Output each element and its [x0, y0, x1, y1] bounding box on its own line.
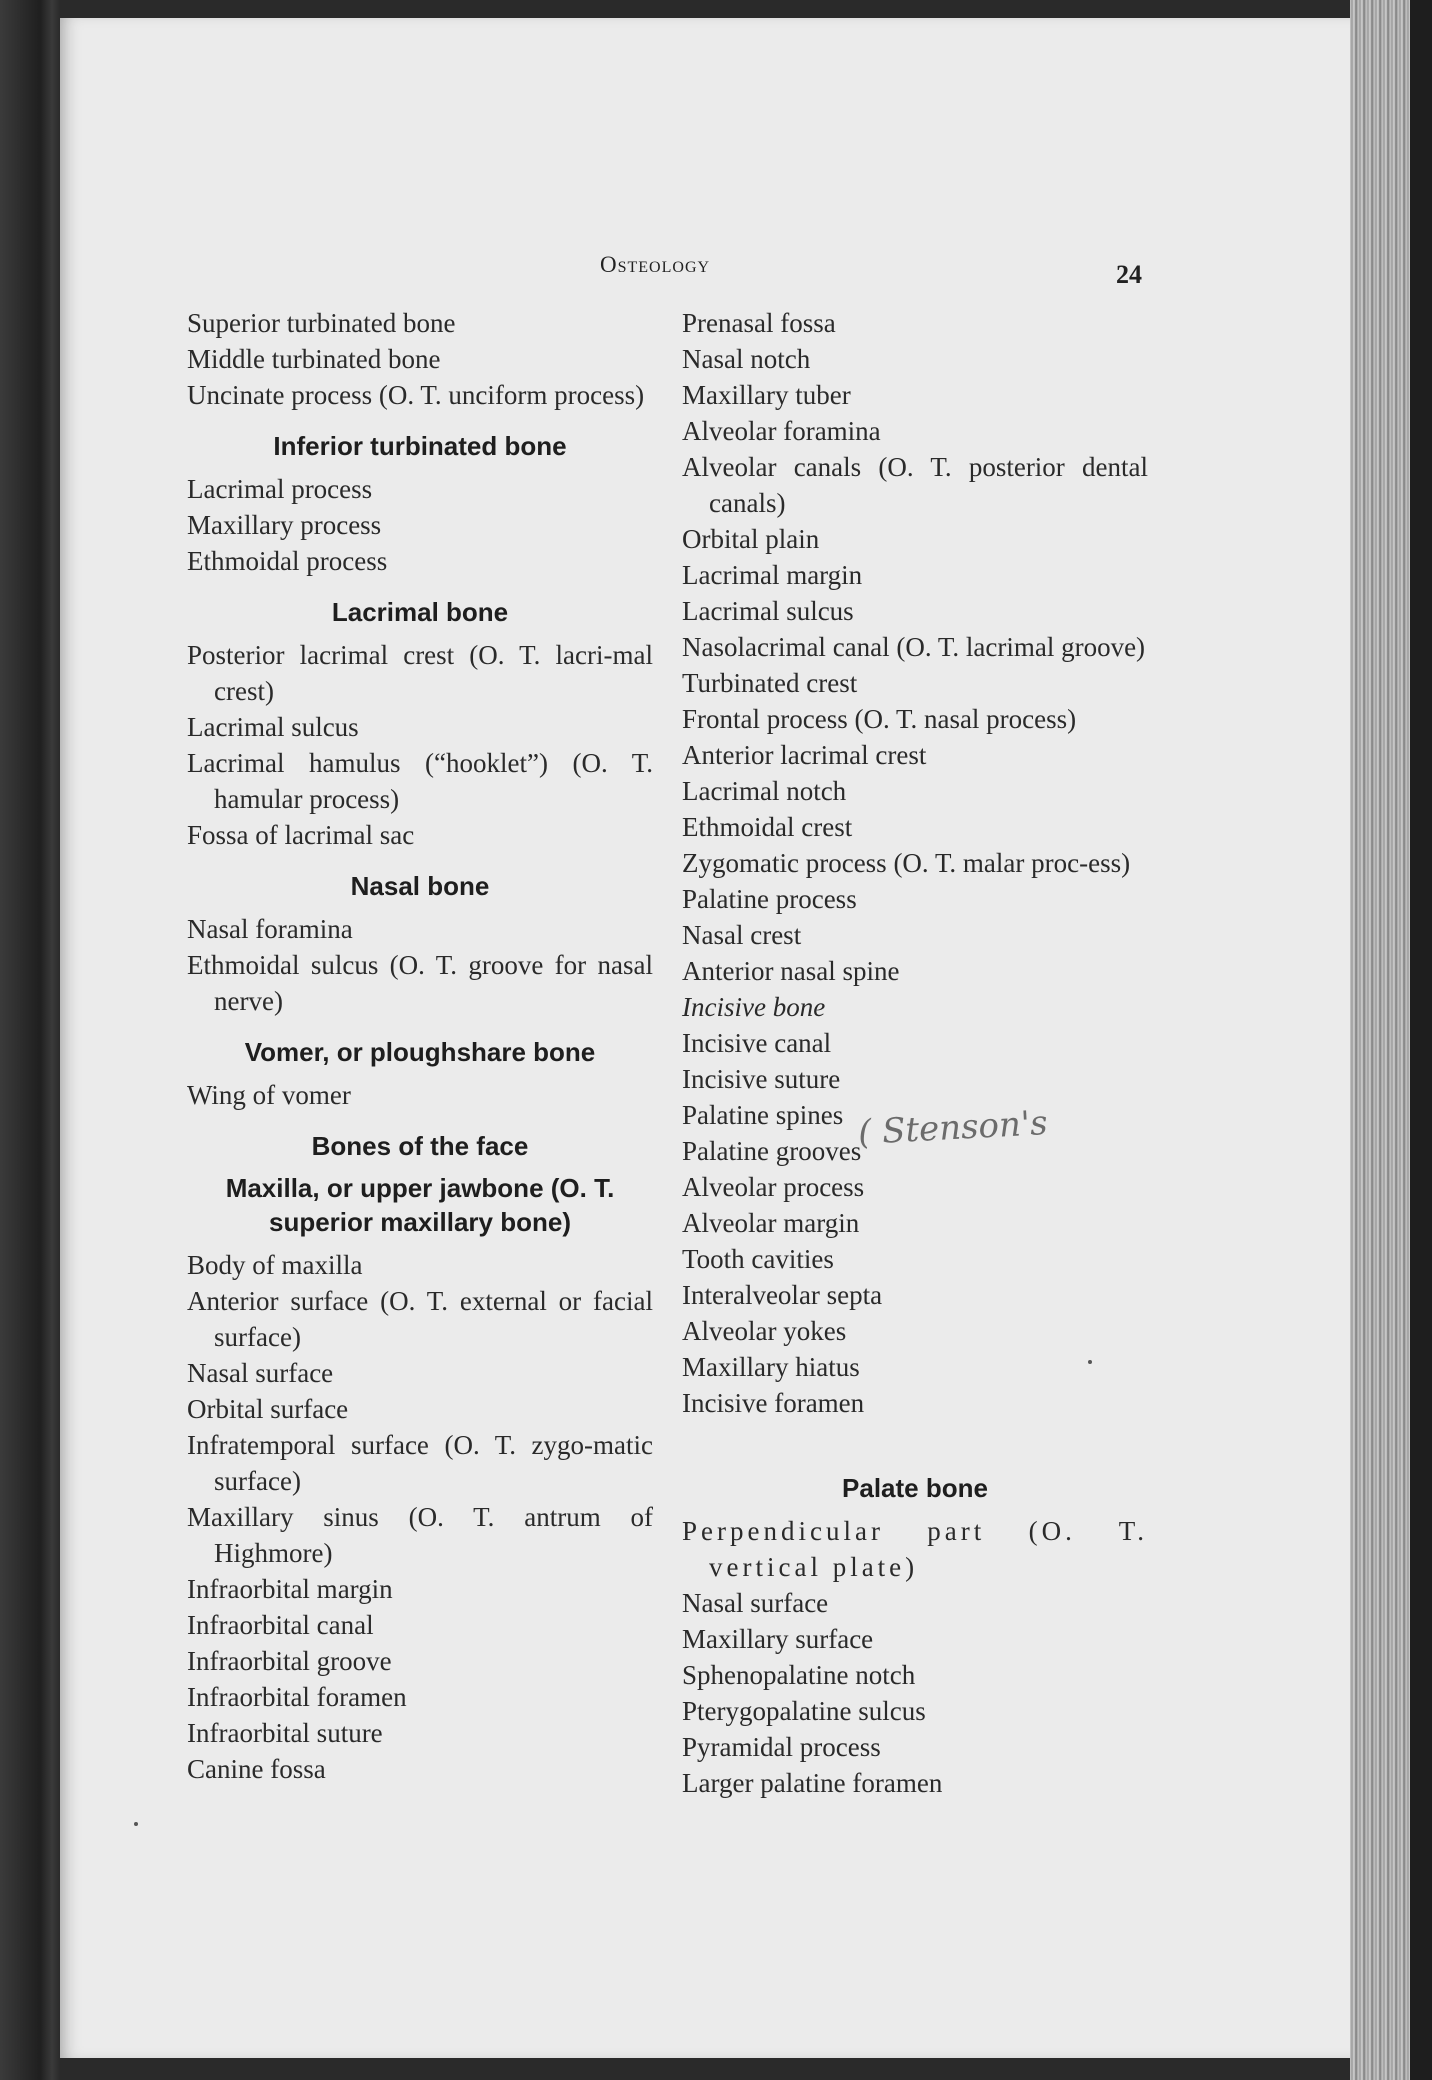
- entry: Incisive suture: [682, 1064, 841, 1094]
- entry: Nasal notch: [682, 344, 811, 374]
- entry: Ethmoidal process: [187, 546, 388, 576]
- entry: Infraorbital suture: [187, 1718, 383, 1748]
- entry-list: [187, 1077, 653, 1113]
- entry: Wing of vomer: [187, 1080, 351, 1110]
- entry: Lacrimal notch: [682, 776, 847, 806]
- left-column: [187, 305, 653, 1787]
- entry: Nasal surface: [187, 1358, 334, 1388]
- entry: Anterior nasal spine: [682, 956, 900, 986]
- entry-list: [187, 637, 653, 853]
- spaced-entry: Perpendicular part (O. T. vertical plate): [682, 1516, 1148, 1582]
- page-edges: [1350, 0, 1432, 2080]
- entry: Incisive foramen: [682, 1388, 865, 1418]
- entry: Palatine spines: [682, 1100, 844, 1130]
- section-heading: Nasal bone: [350, 871, 490, 901]
- entry: Uncinate process (O. T. unciform process): [187, 380, 645, 410]
- entry: Nasal foramina: [187, 914, 353, 944]
- entry: Alveolar process: [682, 1172, 865, 1202]
- entry: Tooth cavities: [682, 1244, 834, 1274]
- entry: Middle turbinated bone: [187, 344, 441, 374]
- entry: Nasolacrimal canal (O. T. lacrimal groove): [682, 632, 1146, 662]
- speck: [134, 1822, 138, 1826]
- italic-entry: Incisive bone: [682, 992, 826, 1022]
- entry: Alveolar canals (O. T. posterior dental canals): [682, 452, 1148, 518]
- entry: Turbinated crest: [682, 668, 858, 698]
- entry: Alveolar margin: [682, 1208, 860, 1238]
- entry: Posterior lacrimal crest (O. T. lacri-mal crest): [187, 640, 653, 706]
- handwritten-note: ( Stenson's: [857, 1103, 1049, 1153]
- entry: Orbital surface: [187, 1394, 349, 1424]
- entry: Lacrimal hamulus (“hooklet”) (O. T. hamular process): [187, 748, 653, 814]
- entry: Nasal surface: [682, 1588, 829, 1618]
- entry: Infraorbital foramen: [187, 1682, 407, 1712]
- entry: Infraorbital groove: [187, 1646, 392, 1676]
- speck: [1088, 1360, 1092, 1364]
- section-heading: Lacrimal bone: [331, 597, 509, 627]
- entry: Maxillary sinus (O. T. antrum of Highmore): [187, 1502, 653, 1568]
- entry: Body of maxilla: [187, 1250, 363, 1280]
- entry-list: [682, 1025, 1148, 1421]
- entry: Ethmoidal sulcus (O. T. groove for nasal nerve): [187, 950, 653, 1016]
- section-heading: Bones of the face: [311, 1131, 529, 1161]
- entry-list: [187, 1247, 653, 1787]
- entry: Pterygopalatine sulcus: [682, 1696, 926, 1726]
- entry: Anterior surface (O. T. external or facial surface): [187, 1286, 653, 1352]
- entry-list: [187, 305, 653, 413]
- entry: Lacrimal sulcus: [682, 596, 854, 626]
- entry: Infratemporal surface (O. T. zygo-matic surface): [187, 1430, 653, 1496]
- entry: Frontal process (O. T. nasal process): [682, 704, 1077, 734]
- entry: Orbital plain: [682, 524, 820, 554]
- entry: Interalveolar septa: [682, 1280, 883, 1310]
- entry: Lacrimal process: [187, 474, 373, 504]
- entry: Palatine grooves: [682, 1136, 862, 1166]
- entry: Sphenopalatine notch: [682, 1660, 916, 1690]
- entry: Superior turbinated bone: [187, 308, 456, 338]
- running-head: Osteology: [600, 252, 711, 277]
- entry: Infraorbital canal: [187, 1610, 374, 1640]
- entry-list: [187, 911, 653, 1019]
- entry: Maxillary surface: [682, 1624, 874, 1654]
- entry: Pyramidal process: [682, 1732, 881, 1762]
- entry: Infraorbital margin: [187, 1574, 393, 1604]
- entry: Nasal crest: [682, 920, 802, 950]
- entry: Anterior lacrimal crest: [682, 740, 927, 770]
- section-heading: Maxilla, or upper jawbone (O. T. superior maxillary bone): [225, 1173, 615, 1237]
- entry-list: [682, 305, 1148, 989]
- entry: Larger palatine foramen: [682, 1768, 943, 1798]
- entry: Maxillary process: [187, 510, 382, 540]
- entry: Incisive canal: [682, 1028, 832, 1058]
- section-heading: Palate bone: [842, 1473, 988, 1503]
- right-column: [682, 305, 1148, 1801]
- entry: Canine fossa: [187, 1754, 326, 1784]
- page-number: 24: [1116, 260, 1142, 289]
- entry: Zygomatic process (O. T. malar proc-ess): [682, 848, 1131, 878]
- entry-list: [682, 1585, 1148, 1801]
- entry: Prenasal fossa: [682, 308, 836, 338]
- section-heading: Vomer, or ploughshare bone: [244, 1037, 596, 1067]
- entry: Lacrimal sulcus: [187, 712, 359, 742]
- entry: Maxillary hiatus: [682, 1352, 860, 1382]
- entry: Ethmoidal crest: [682, 812, 853, 842]
- entry: Fossa of lacrimal sac: [187, 820, 415, 850]
- entry-list: [187, 471, 653, 579]
- entry: Maxillary tuber: [682, 380, 851, 410]
- entry: Lacrimal margin: [682, 560, 863, 590]
- entry: Alveolar foramina: [682, 416, 881, 446]
- entry: Palatine process: [682, 884, 857, 914]
- entry: Alveolar yokes: [682, 1316, 847, 1346]
- section-heading: Inferior turbinated bone: [273, 431, 567, 461]
- spacer: [682, 1421, 1148, 1455]
